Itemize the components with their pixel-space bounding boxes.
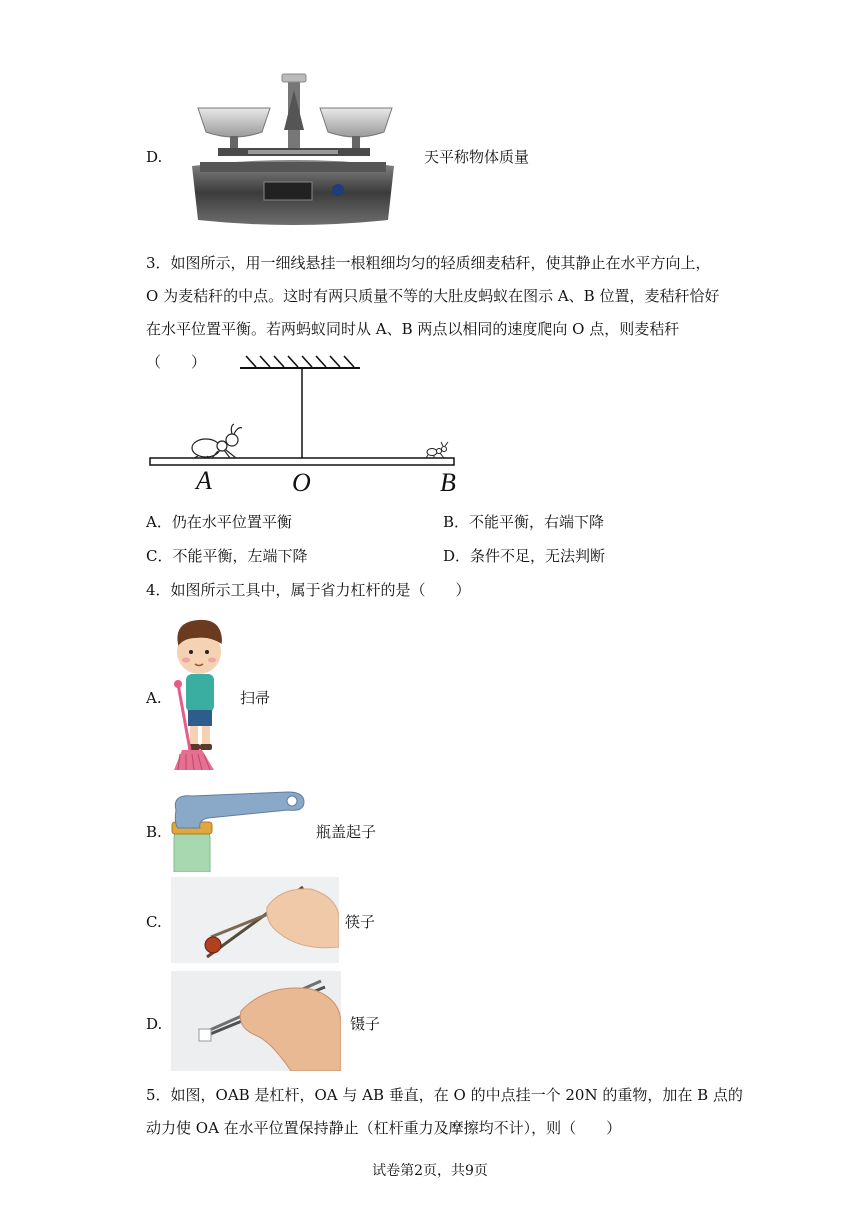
q4-option-a-text: 扫帚 xyxy=(240,689,271,707)
chopsticks-image xyxy=(171,877,339,963)
q4-option-c-text: 筷子 xyxy=(345,913,376,931)
q3-label-b: B xyxy=(440,468,456,497)
q4-option-d-text: 镊子 xyxy=(350,1015,381,1033)
bottle-opener-image xyxy=(168,788,308,872)
q4-option-a-letter: A. xyxy=(146,689,162,707)
q4-option-d-letter: D. xyxy=(146,1015,163,1033)
q3-stem-line-1: 3．如图所示，用一细线悬挂一根粗细均匀的轻质细麦秸秆，使其静止在水平方向上， xyxy=(146,254,711,272)
tweezers-image xyxy=(171,971,341,1071)
q5-stem-line-2: 动力使 OA 在水平位置保持静止（杠杆重力及摩擦均不计），则（ ） xyxy=(146,1119,622,1137)
q2-option-d-text: 天平称物体质量 xyxy=(424,148,530,166)
small-ant-icon xyxy=(426,442,448,458)
q3-option-a: A．仍在水平位置平衡 xyxy=(146,513,292,531)
q3-option-c: C．不能平衡，左端下降 xyxy=(146,547,308,565)
q5-stem xyxy=(146,1079,746,1145)
q3-stem-line-3: 在水平位置平衡。若两蚂蚁同时从 A、B 两点以相同的速度爬向 O 点，则麦秸秆（ ） xyxy=(146,320,680,371)
page-footer: 试卷第2页，共9页 xyxy=(372,1163,488,1179)
q3-option-b: B．不能平衡，右端下降 xyxy=(443,513,605,531)
q4-option-c-letter: C. xyxy=(146,913,162,931)
q3-label-o: O xyxy=(292,468,311,497)
q4-stem: 4．如图所示工具中，属于省力杠杆的是（ ） xyxy=(146,581,471,599)
boy-broom-image xyxy=(166,614,232,772)
balance-scale-image xyxy=(188,70,398,230)
q4-option-b-letter: B. xyxy=(146,823,162,841)
q3-label-a: A xyxy=(196,466,212,495)
q3-stem-line-2: O 为麦秸秆的中点。这时有两只质量不等的大肚皮蚂蚁在图示 A、B 位置，麦秸秆恰好 xyxy=(146,287,720,305)
q3-lever-diagram xyxy=(148,354,460,474)
q2-option-d-letter: D. xyxy=(146,148,163,166)
big-ant-icon xyxy=(192,424,242,458)
q3-option-d: D．条件不足，无法判断 xyxy=(443,547,606,565)
q4-option-b-text: 瓶盖起子 xyxy=(316,823,377,841)
q5-stem-line-1: 5．如图，OAB 是杠杆，OA 与 AB 垂直，在 O 的中点挂一个 20N 的重物，加在 B 点的 xyxy=(146,1086,743,1104)
